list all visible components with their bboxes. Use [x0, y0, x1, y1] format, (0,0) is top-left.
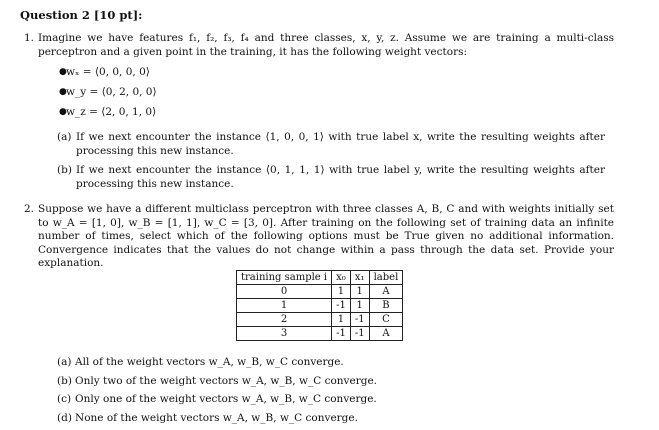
option-c-text: Only one of the weight vectors w_A, w_B, w_C converge. [75, 393, 377, 405]
table-cell: -1 [350, 327, 369, 341]
option-d [57, 412, 358, 426]
option-c-label: (c) [57, 393, 72, 405]
table-row [237, 313, 403, 327]
problem-2-intro: Suppose we have a different multiclass perceptron with three classes A, B, C and with weights initially set to w_A = [1, 0], w_B = [1, 1], w_C = [3, 0]. After training on the following set of training data an infinite number of times, select which of the following options must be True given no additional information. Convergence indicates that the values do not change within a pass through the data set. Provide your explanation. [38, 203, 614, 269]
table-cell: 3 [237, 327, 332, 341]
table-cell: A [369, 327, 403, 341]
bullet-icon: ● [59, 107, 67, 117]
table-header-cell: label [369, 271, 403, 285]
question-title: Question 2 [10 pt]: [20, 8, 143, 22]
problem-2 [24, 203, 614, 271]
option-b-label: (b) [57, 375, 72, 387]
weight-vector-y-text: w_y = ⟨0, 2, 0, 0⟩ [66, 86, 157, 98]
table-cell: -1 [350, 313, 369, 327]
table-cell: 1 [237, 299, 332, 313]
weight-vector-list [59, 66, 157, 126]
bullet-icon: ● [59, 87, 67, 97]
problem-2-number: 2. [24, 203, 35, 215]
part-b-text: If we next encounter the instance ⟨0, 1, 1, 1⟩ with true label y, write the resulting weights after processing this new instance. [76, 164, 605, 190]
table-cell: -1 [332, 299, 351, 313]
part-a-text: If we next encounter the instance ⟨1, 0, 0, 1⟩ with true label x, write the resulting weights after processing this new instance. [76, 131, 605, 157]
option-b-text: Only two of the weight vectors w_A, w_B, w_C converge. [75, 375, 377, 387]
table-cell: 1 [332, 285, 351, 299]
option-d-label: (d) [57, 412, 72, 424]
option-d-text: None of the weight vectors w_A, w_B, w_C converge. [75, 412, 358, 424]
problem-1-intro: Imagine we have features f₁, f₂, f₃, f₄ and three classes, x, y, z. Assume we are training a multi-class perceptron and a given point in the training, it has the following weight vectors: [38, 32, 614, 58]
table-row [237, 285, 403, 299]
problem-1-part-b [57, 164, 605, 191]
weight-vector-y [59, 86, 157, 106]
problem-1-part-a [57, 131, 605, 158]
option-a-text: All of the weight vectors w_A, w_B, w_C converge. [75, 356, 344, 368]
training-data-table [236, 270, 403, 341]
table-cell: 1 [350, 285, 369, 299]
weight-vector-x [59, 66, 157, 86]
bullet-icon: ● [59, 67, 67, 77]
option-c [57, 393, 377, 407]
table-cell: 2 [237, 313, 332, 327]
table-cell: 0 [237, 285, 332, 299]
table-cell: C [369, 313, 403, 327]
table-cell: -1 [332, 327, 351, 341]
table-header-row [237, 271, 403, 285]
table-cell: 1 [332, 313, 351, 327]
option-b [57, 375, 377, 389]
part-a-label: (a) [57, 131, 72, 143]
option-a [57, 356, 344, 370]
table-row [237, 327, 403, 341]
weight-vector-x-text: wₓ = ⟨0, 0, 0, 0⟩ [66, 66, 150, 78]
table-header-cell: x₀ [332, 271, 351, 285]
problem-1 [24, 32, 614, 59]
option-a-label: (a) [57, 356, 72, 368]
table-cell: A [369, 285, 403, 299]
table-header-cell: training sample i [237, 271, 332, 285]
weight-vector-z-text: w_z = ⟨2, 0, 1, 0⟩ [66, 106, 157, 118]
part-b-label: (b) [57, 164, 72, 176]
table-header-cell: x₁ [350, 271, 369, 285]
table-row [237, 299, 403, 313]
problem-1-number: 1. [24, 32, 35, 44]
table-cell: B [369, 299, 403, 313]
table-cell: 1 [350, 299, 369, 313]
weight-vector-z [59, 106, 157, 126]
